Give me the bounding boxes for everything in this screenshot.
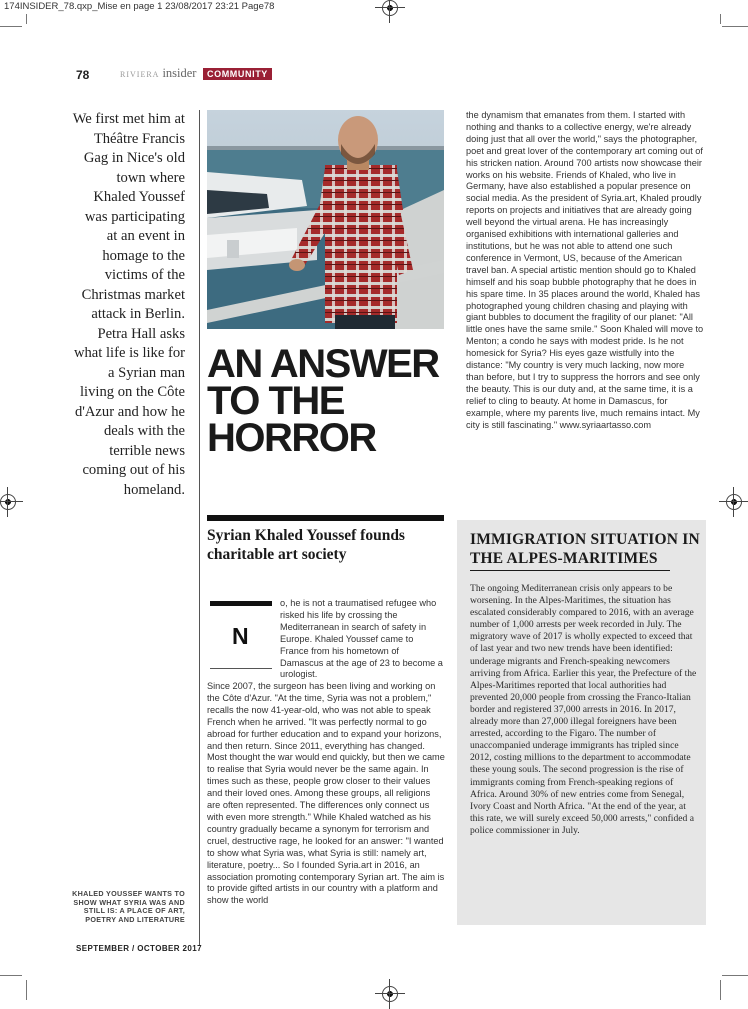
drop-cap: N — [232, 623, 249, 649]
crop-mark — [0, 26, 22, 27]
crop-mark — [722, 975, 748, 976]
headline-rule — [207, 515, 444, 521]
dropcap-rule — [210, 668, 272, 669]
sidebar-title-rule — [470, 570, 670, 571]
article-subheadline: Syrian Khaled Youssef founds charitable art society — [207, 527, 405, 563]
crop-mark — [720, 14, 721, 24]
sidebar-title: IMMIGRATION SITUATION IN THE ALPES-MARITIMES — [470, 531, 700, 567]
magazine-prefix: RIVIERA — [120, 70, 160, 79]
column-divider — [199, 110, 200, 946]
print-slug: 174INSIDER_78.qxp_Mise en page 1 23/08/2017 23:21 Page78 — [4, 1, 275, 12]
registration-mark-icon — [382, 986, 398, 1002]
registration-mark-icon — [726, 494, 742, 510]
body-paragraph: Since 2007, the surgeon has been living and working on the Côte d'Azur. "At the time, Syria was not a problem," recalls the now 41-year-old, who was not able to speak French when he arrived. "It was perfectly normal to go abroad for further education and to expand your horizons, and then return. Since 2011, everything has changed. Most thought the war would end quickly, but then we came to realise that Syria would never be the same again. In times such as these, people grow closer to their values and their loved ones. Among these groups, all religions are often represented. The differences only connect us with even more strength." While Khaled watched as his country gradually became a synonym for terrorism and cruel, destructive rage, he looked for an answer: "I wanted to show what Syria was, what Syria is still: namely art, literature, poetry... So I founded Syria.art in 2016, an association promoting contemporary Syrian art. The aim is to provide gifted artists in our country with a platform and show the world — [207, 681, 445, 906]
page-number: 78 — [76, 68, 90, 82]
intro-text: We first met him at Théâtre Francis Gag in Nice's old town where Khaled Youssef was participating at an event in homage to the victims of the Christmas market attack in Berlin. Petra Hall asks what life is like for a Syrian man living on the Côte d'Azur and how he deals with the terrible news coming out of his homeland. — [72, 111, 185, 498]
issue-date: SEPTEMBER / OCTOBER 2017 — [76, 944, 202, 953]
crop-mark — [722, 26, 748, 27]
body-column-right: the dynamism that emanates from them. I started with nothing and thanks to a collective energy, we're already doing just that all over the world," says the photographer, poet and great lover of the contemporary art coming out of his stricken nation. Around 700 artists now showcase their works on his website. Friends of Khaled, who live in Germany, have also established a popular presence on social media. As the president of Syria.art, Khaled proudly reports on projects and initiatives that are already going well beyond the virtual arena. He has increasingly organised exhibitions with international galleries and institutions, but he was not able to attend one such conference in Vermont, US, because of the American travel ban. A special artistic mention should go to Khaled himself and his soap bubble photography that he does in his spare time. In 35 places around the world, Khaled has photographed young children chasing and playing with giant bubbles to document the fragility of our planet: "All little ones have the same smile." Soon Khaled will move to Menton; a condo he says with modest pride. Is he not homesick for Syria? His eyes gaze wistfully into the distance: "My country is very much lacking, now more than before, but I try to suppress the horrors and see only the beauty. This is our duty and, at the same time, it is a relief to cling to beauty. At home in Damascus, for example, where my parents live, much remains intact. My city is still fascinating." www.syriaartasso.com — [466, 110, 704, 430]
magazine-name: insider — [162, 66, 197, 80]
section-badge: COMMUNITY — [203, 68, 272, 80]
registration-mark-icon — [382, 0, 398, 16]
sidebar-text: The ongoing Mediterranean crisis only appears to be worsening. In the Alpes-Maritimes, the situation has escalated considerably compared to 2016, with an average number of 1,000 arrests per week recorded in July. The migratory wave of 2017 is wholly expected to exceed that of last year and two new trends have been identified: underage migrants and French-speaking newcomers arriving from Africa. Earlier this year, the Prefecture of the Alpes-Maritimes reported that local authorities had prevented 20,000 people from crossing the Franco-Italian border and registered 37,000 arrests in 2016. In 2017, already more than 27,000 illegal foreigners have been arrested, according to the Figaro. The number of unaccompanied underage immigrants has tripled since 2012, costing millions to the department to accommodate these young souls. The second progression is the rise of immigrants coming from French-speaking regions of Africa. Around 30% of new entries come from Senegal, Ivory Coast and North Africa. "At the end of the year, at this rate, we will surely exceed 50,000 arrests," confided a police commissioner in July. — [470, 583, 697, 836]
photo-caption: KHALED YOUSSEF WANTS TO SHOW WHAT SYRIA WAS AND STILL IS: A PLACE OF ART, POETRY AND LITERATURE — [72, 889, 185, 924]
body-paragraph-opening: o, he is not a traumatised refugee who risked his life by crossing the Mediterranean in search of safety in Europe. Khaled Youssef came to France from his hometown of Damascus at the age of 23 to become a urologist. — [280, 598, 443, 680]
registration-mark-icon — [0, 494, 16, 510]
article-headline: AN ANSWER TO THE HORROR — [207, 342, 439, 460]
magazine-logo — [120, 66, 196, 81]
dropcap-bar — [210, 601, 272, 606]
crop-mark — [0, 975, 22, 976]
crop-mark — [26, 14, 27, 24]
portrait-photo — [207, 110, 444, 329]
crop-mark — [720, 980, 721, 1000]
crop-mark — [26, 980, 27, 1000]
